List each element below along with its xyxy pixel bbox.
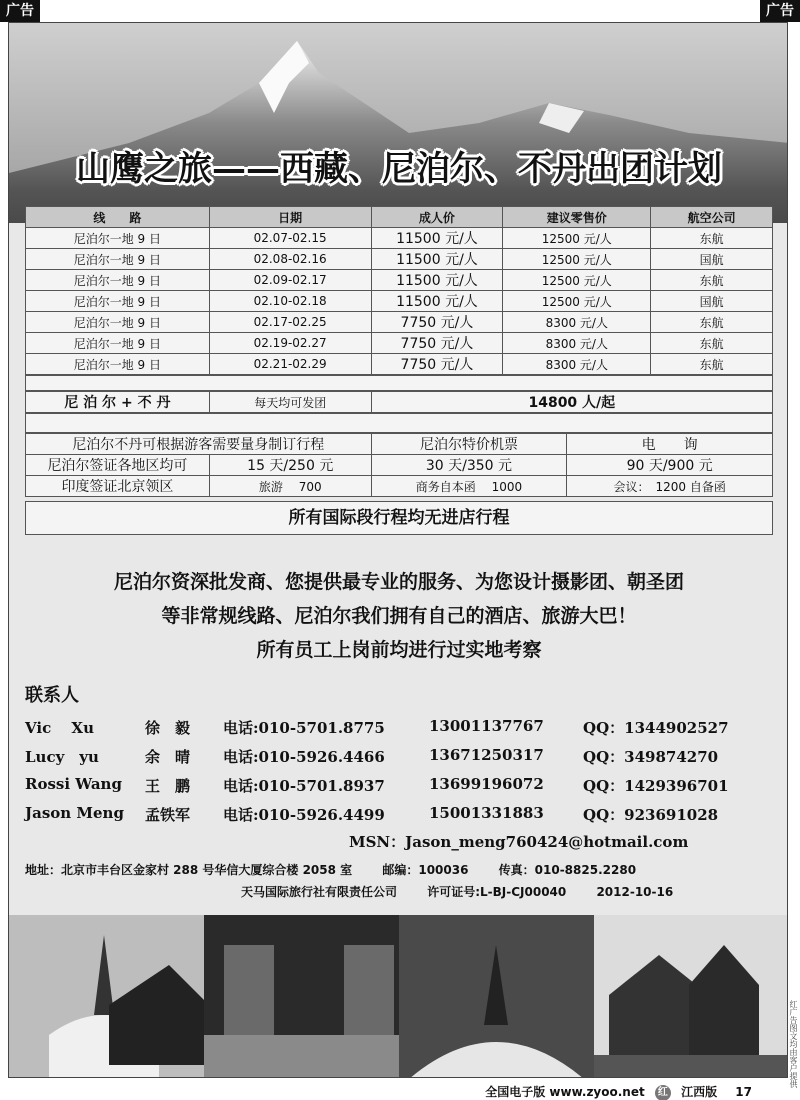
bhutan-table (25, 391, 773, 413)
date-cell: 02.09-02.17 (209, 270, 371, 291)
contact-chinese-name: 王 鹏 (145, 777, 191, 795)
extras-row (26, 455, 773, 476)
headline: 山鹰之旅——西藏、尼泊尔、不丹出团计划 (76, 149, 722, 189)
table-row (26, 312, 773, 333)
extras-row (26, 476, 773, 497)
header-date: 日期 (209, 207, 371, 228)
table-row (26, 270, 773, 291)
table-row (26, 291, 773, 312)
page-footer (485, 1083, 752, 1100)
contact-qq: QQ：1429396701 (583, 777, 729, 795)
footer-site: 全国电子版 www.zyoo.net (485, 1085, 645, 1099)
india-visa-business: 商务自本函 1000 (371, 476, 567, 497)
contact-row (25, 775, 785, 804)
side-disclaimer: 红广告图文均由客户提供 (789, 1000, 798, 1088)
extras-table (25, 433, 773, 497)
fax-text: 传真：010-8825.2280 (498, 863, 637, 877)
contact-phone: 电话:010-5701.8775 (223, 719, 385, 737)
contact-english-name: Jason Meng (25, 804, 124, 822)
contact-phone: 电话:010-5701.8937 (223, 777, 385, 795)
header-route: 线 路 (26, 207, 210, 228)
bhutan-row (26, 392, 773, 413)
india-visa-label: 印度签证北京领区 (26, 476, 210, 497)
spacer-row (25, 375, 773, 391)
inquire-text: 电 询 (567, 434, 773, 455)
route-cell: 尼泊尔一地 9 日 (26, 291, 210, 312)
contact-row (25, 746, 785, 775)
retail-price-cell: 8300 元/人 (503, 312, 651, 333)
msn-contact: MSN：Jason_meng760424@hotmail.com (349, 833, 689, 851)
airline-cell: 东航 (651, 333, 773, 354)
contact-list (25, 717, 785, 833)
date-cell: 02.19-02.27 (209, 333, 371, 354)
table-row (26, 354, 773, 375)
route-cell: 尼泊尔一地 9 日 (26, 228, 210, 249)
date-cell: 02.17-02.25 (209, 312, 371, 333)
airline-cell: 国航 (651, 249, 773, 270)
contact-phone: 电话:010-5926.4499 (223, 806, 385, 824)
date-cell: 02.07-02.15 (209, 228, 371, 249)
visa-90-days: 90 天/900 元 (567, 455, 773, 476)
route-cell: 尼泊尔一地 9 日 (26, 249, 210, 270)
special-airfare-text: 尼泊尔特价机票 (371, 434, 567, 455)
contact-row (25, 804, 785, 833)
nepal-visa-label: 尼泊尔签证各地区均可 (26, 455, 210, 476)
contact-mobile: 13671250317 (429, 746, 544, 764)
retail-price-cell: 8300 元/人 (503, 354, 651, 375)
address-line (25, 861, 662, 878)
contact-qq: QQ：349874270 (583, 748, 719, 766)
contact-english-name: Vic Xu (25, 719, 94, 737)
adult-price-cell: 7750 元/人 (371, 354, 503, 375)
promo-line-1: 尼泊尔资深批发商、您提供最专业的服务、为您设计摄影团、朝圣团 (113, 571, 684, 593)
departure-schedule-table (25, 206, 773, 375)
airline-cell: 东航 (651, 354, 773, 375)
date-cell: 02.08-02.16 (209, 249, 371, 270)
contact-chinese-name: 徐 毅 (145, 719, 191, 737)
ad-tag-left: 广告 (0, 0, 40, 22)
contact-mobile: 15001331883 (429, 804, 544, 822)
header-airline: 航空公司 (651, 207, 773, 228)
retail-price-cell: 12500 元/人 (503, 249, 651, 270)
retail-price-cell: 12500 元/人 (503, 228, 651, 249)
address-text: 地址：北京市丰台区金家村 288 号华信大厦综合楼 2058 室 (25, 863, 353, 877)
route-cell: 尼泊尔一地 9 日 (26, 270, 210, 291)
temple-photo-strip (9, 915, 788, 1078)
contact-title: 联系人 (25, 685, 79, 706)
table-row (26, 249, 773, 270)
adult-price-cell: 11500 元/人 (371, 270, 503, 291)
india-visa-tourism: 旅游 700 (209, 476, 371, 497)
visa-15-days: 15 天/250 元 (209, 455, 371, 476)
contact-english-name: Rossi Wang (25, 775, 122, 793)
contact-mobile: 13001137767 (429, 717, 544, 735)
adult-price-cell: 11500 元/人 (371, 249, 503, 270)
retail-price-cell: 8300 元/人 (503, 333, 651, 354)
mountain-banner (9, 23, 788, 223)
airline-cell: 东航 (651, 270, 773, 291)
airline-cell: 东航 (651, 228, 773, 249)
photo-strip (9, 915, 788, 1078)
table-row (26, 228, 773, 249)
adult-price-cell: 11500 元/人 (371, 291, 503, 312)
header-adult-price: 成人价 (371, 207, 503, 228)
contact-mobile: 13699196072 (429, 775, 544, 793)
postcode-text: 邮编：100036 (382, 863, 469, 877)
airline-cell: 东航 (651, 312, 773, 333)
bhutan-route: 尼 泊 尔 + 不 丹 (26, 392, 210, 413)
contact-qq: QQ：923691028 (583, 806, 719, 824)
date-cell: 02.10-02.18 (209, 291, 371, 312)
page-number: 17 (735, 1085, 752, 1099)
footer-edition: 江西版 (681, 1085, 718, 1099)
spacer-row (25, 413, 773, 433)
adult-price-cell: 11500 元/人 (371, 228, 503, 249)
route-cell: 尼泊尔一地 9 日 (26, 333, 210, 354)
promo-line-2: 等非常规线路、尼泊尔我们拥有自己的酒店、旅游大巴！ (161, 605, 637, 627)
table-header-row (26, 207, 773, 228)
date-cell: 02.21-02.29 (209, 354, 371, 375)
india-visa-conference: 会议： 1200 自备函 (567, 476, 773, 497)
promo-line-3: 所有员工上岗前均进行过实地考察 (256, 639, 542, 661)
mountain-illustration (9, 23, 788, 223)
adult-price-cell: 7750 元/人 (371, 312, 503, 333)
contact-english-name: Lucy yu (25, 748, 99, 766)
company-name: 天马国际旅行社有限责任公司 (241, 885, 398, 899)
retail-price-cell: 12500 元/人 (503, 270, 651, 291)
visa-30-days: 30 天/350 元 (371, 455, 567, 476)
retail-price-cell: 12500 元/人 (503, 291, 651, 312)
contact-chinese-name: 余 晴 (145, 748, 191, 766)
custom-itinerary-text: 尼泊尔不丹可根据游客需要量身制订行程 (26, 434, 372, 455)
license-number: 许可证号:L-BJ-CJ00040 (427, 885, 567, 899)
no-shopping-note: 所有国际段行程均无进店行程 (25, 501, 773, 535)
route-cell: 尼泊尔一地 9 日 (26, 312, 210, 333)
airline-cell: 国航 (651, 291, 773, 312)
bhutan-price: 14800 人/起 (371, 392, 772, 413)
contact-chinese-name: 孟铁军 (145, 806, 191, 824)
red-logo-icon: 红 (655, 1085, 671, 1100)
contact-phone: 电话:010-5926.4466 (223, 748, 385, 766)
company-line (241, 883, 699, 900)
advertisement-page (8, 22, 788, 1078)
extras-row (26, 434, 773, 455)
ad-tag-right: 广告 (760, 0, 800, 22)
route-cell: 尼泊尔一地 9 日 (26, 354, 210, 375)
bhutan-schedule: 每天均可发团 (209, 392, 371, 413)
contact-row (25, 717, 785, 746)
adult-price-cell: 7750 元/人 (371, 333, 503, 354)
contact-qq: QQ：1344902527 (583, 719, 729, 737)
issue-date: 2012-10-16 (596, 885, 674, 899)
header-retail-price: 建议零售价 (503, 207, 651, 228)
table-row (26, 333, 773, 354)
